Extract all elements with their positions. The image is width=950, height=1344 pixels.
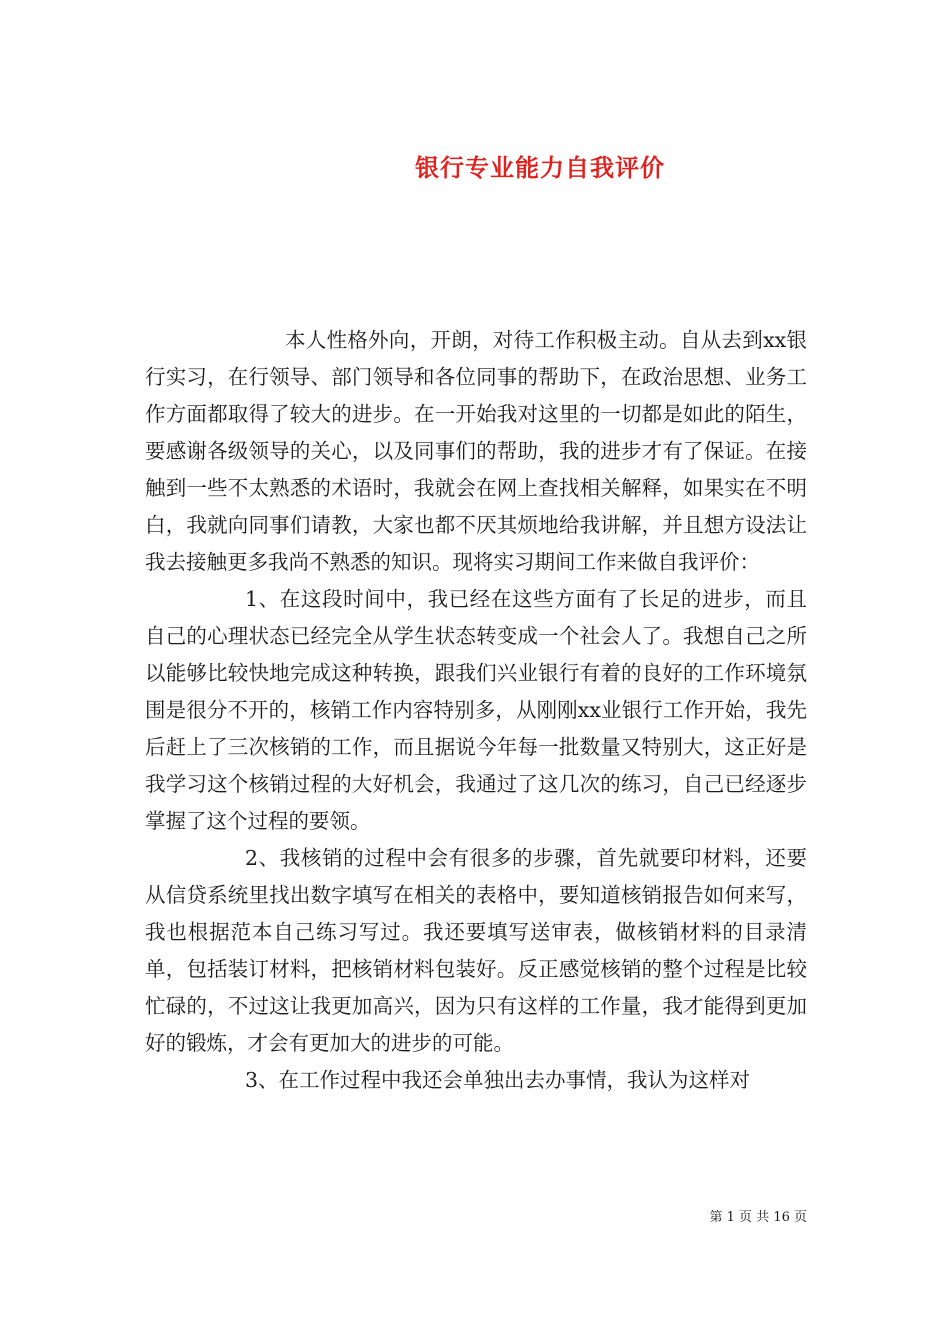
document-title: 银行专业能力自我评价: [415, 153, 665, 183]
paragraph-point-3: 3、在工作过程中我还会单独出去办事情，我认为这样对: [245, 1068, 751, 1092]
document-body: [145, 322, 807, 1099]
paragraph-intro: 本人性格外向，开朗，对待工作积极主动。自从去到xx银行实习，在行领导、部门领导和各位同事的帮助下，在政治思想、业务工作方面都取得了较大的进步。在一开始我对这里的一切都是如此的陌生，要感谢各级领导的关心，以及同事们的帮助，我的进步才有了保证。在接触到一些不太熟悉的术语时，我就会在网上查找相关解释，如果实在不明白，我就向同事们请教，大家也都不厌其烦地给我讲解，并且想方设法让我去接触更多我尚不熟悉的知识。现将实习期间工作来做自我评价：: [145, 328, 807, 574]
paragraph-point-2: 2、我核销的过程中会有很多的步骤，首先就要印材料，还要从信贷系统里找出数字填写在相关的表格中，要知道核销报告如何来写，我也根据范本自己练习写过。我还要填写送审表，做核销材料的目录清单，包括装订材料，把核销材料包装好。反正感觉核销的整个过程是比较忙碌的，不过这让我更加高兴，因为只有这样的工作量，我才能得到更加好的锻炼，才会有更加大的进步的可能。: [145, 846, 807, 1055]
paragraph-point-1: 1、在这段时间中，我已经在这些方面有了长足的进步，而且自己的心理状态已经完全从学生状态转变成一个社会人了。我想自己之所以能够比较快地完成这种转换，跟我们兴业银行有着的良好的工作环境氛围是很分不开的，核销工作内容特别多，从刚刚xx业银行工作开始，我先后赶上了三次核销的工作，而且据说今年每一批数量又特别大，这正好是我学习这个核销过程的大好机会，我通过了这几次的练习，自己已经逐步掌握了这个过程的要领。: [145, 587, 807, 833]
page-number-footer: 第 1 页 共 16 页: [709, 1210, 807, 1225]
